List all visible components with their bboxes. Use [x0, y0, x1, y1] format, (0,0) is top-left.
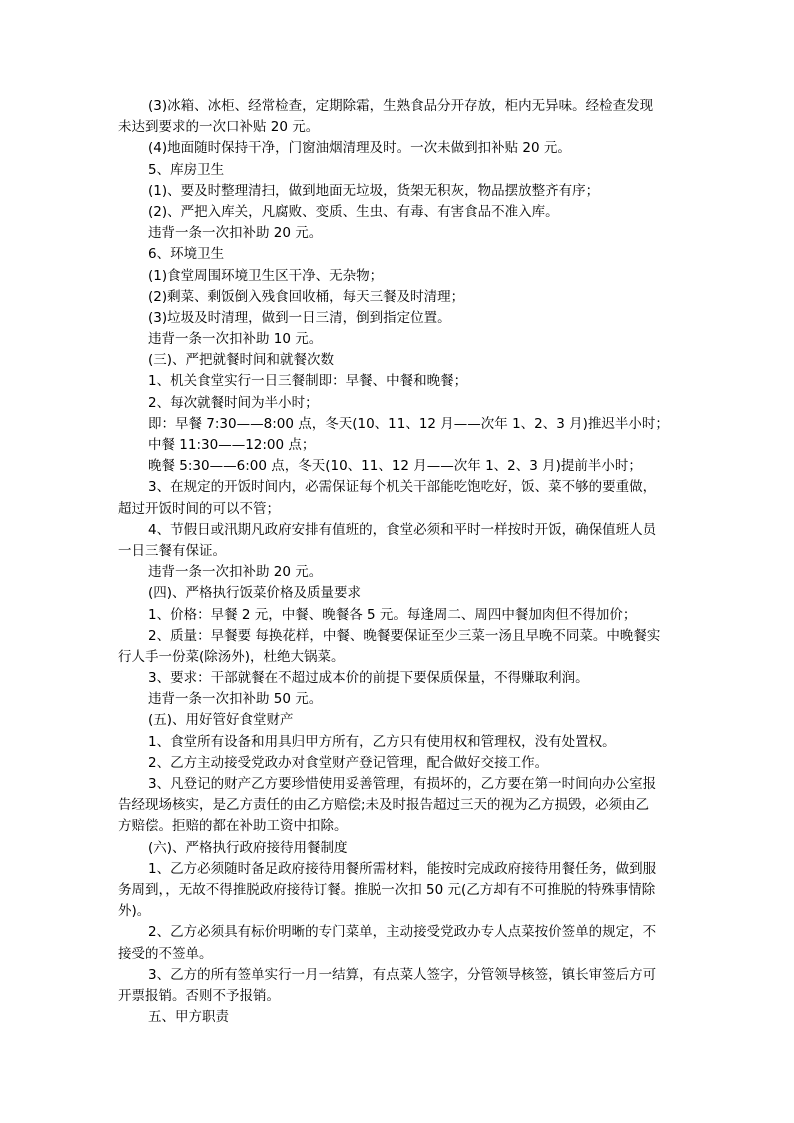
text-line: 违背一条一次扣补助 20 元。	[148, 225, 323, 242]
text-line: 告经现场核实，是乙方责任的由乙方赔偿;未及时报告超过三天的视为乙方损毁，必须由乙	[118, 797, 650, 814]
text-line: 一日三餐有保证。	[118, 542, 226, 559]
text-line: (三)、严把就餐时间和就餐次数	[148, 352, 335, 369]
text-line: 1、乙方必须随时备足政府接待用餐所需材料，能按时完成政府接待用餐任务，做到服	[148, 860, 657, 877]
text-line: 3、要求：干部就餐在不超过成本价的前提下要保质保量，不得赚取利润。	[148, 670, 589, 687]
text-line: (六)、严格执行政府接待用餐制度	[148, 839, 348, 856]
text-line: 违背一条一次扣补助 10 元。	[148, 331, 323, 348]
text-line: (2)、严把入库关，凡腐败、变质、生虫、有毒、有害食品不准入库。	[148, 203, 559, 220]
text-line: 4、节假日或汛期凡政府安排有值班的，食堂必须和平时一样按时开饭，确保值班人员	[148, 521, 657, 538]
text-line: 2、乙方必须具有标价明晰的专门菜单，主动接受党政办专人点菜按价签单的规定，不	[148, 924, 657, 941]
text-line: 接受的不签单。	[118, 945, 213, 962]
text-line: 3、凡登记的财产乙方要珍惜使用妥善管理，有损坏的，乙方要在第一时间向办公室报	[148, 776, 657, 792]
text-line: 方赔偿。拒赔的都在补助工资中扣除。	[118, 818, 348, 835]
text-line: 五、甲方职责	[148, 1009, 229, 1026]
text-line: (3)垃圾及时清理，做到一日三清，倒到指定位置。	[148, 309, 451, 326]
text-line: 超过开饭时间的可以不管；	[118, 500, 280, 517]
text-line: 2、乙方主动接受党政办对食堂财产登记管理，配合做好交接工作。	[148, 754, 549, 771]
text-line: 未达到要求的一次口补贴 20 元。	[118, 119, 320, 136]
text-line: 2、质量：早餐要 每换花样，中餐、晚餐要保证至少三菜一汤且早晚不同菜。中晚餐实	[148, 627, 661, 644]
document-page	[118, 96, 678, 1028]
text-line: 6、环境卫生	[148, 246, 225, 263]
text-line: 2、每次就餐时间为半小时；	[148, 394, 319, 411]
text-line: 3、乙方的所有签单实行一月一结算，有点菜人签字，分管领导核签，镇长审签后方可	[148, 966, 657, 983]
text-line: (四)、严格执行饭菜价格及质量要求	[148, 585, 362, 602]
text-line: (2)剩菜、剩饭倒入残食回收桶，每天三餐及时清理；	[148, 288, 465, 305]
text-line: 3、在规定的开饭时间内，必需保证每个机关干部能吃饱吃好，饭、菜不够的要重做，	[148, 479, 657, 496]
text-line: 务周到，，无故不得推脱政府接待订餐。推脱一次扣 50 元(乙方却有不可推脱的特殊事情除	[118, 881, 656, 898]
text-line: 违背一条一次扣补助 50 元。	[148, 691, 323, 708]
text-line: (3)冰箱、冰柜、经常检查，定期除霜，生熟食品分开存放，柜内无异味。经检查发现	[148, 98, 654, 114]
text-line: 1、机关食堂实行一日三餐制即：早餐、中餐和晚餐；	[148, 373, 468, 390]
text-line: (1)食堂周围环境卫生区干净、无杂物；	[148, 267, 384, 284]
text-line: (1)、要及时整理清扫，做到地面无垃圾，货架无积灰，物品摆放整齐有序；	[148, 182, 600, 199]
text-line: 违背一条一次扣补助 20 元。	[148, 564, 323, 581]
text-line: 开票报销。否则不予报销。	[118, 987, 280, 1004]
text-line: 5、库房卫生	[148, 161, 225, 178]
text-line: (五)、用好管好食堂财产	[148, 712, 294, 729]
text-line: 晚餐 5:30——6:00 点，冬天(10、11、12 月——次年 1、2、3 月)提前半小时；	[148, 458, 642, 475]
text-line: 1、食堂所有设备和用具归甲方所有，乙方只有使用权和管理权，没有处置权。	[148, 733, 616, 750]
text-line: 1、价格：早餐 2 元，中餐、晚餐各 5 元。每逢周二、周四中餐加肉但不得加价；	[148, 606, 637, 623]
text-line: 外)。	[118, 903, 151, 920]
text-line: 即：早餐 7:30——8:00 点，冬天(10、11、12 月——次年 1、2、3 月)推迟半小时；	[148, 415, 669, 432]
text-line: 中餐 11:30——12:00 点；	[148, 437, 316, 453]
text-line: 行人手一份菜(除汤外)，杜绝大锅菜。	[118, 648, 345, 665]
text-line: (4)地面随时保持干净，门窗油烟清理及时。一次未做到扣补贴 20 元。	[148, 140, 571, 157]
